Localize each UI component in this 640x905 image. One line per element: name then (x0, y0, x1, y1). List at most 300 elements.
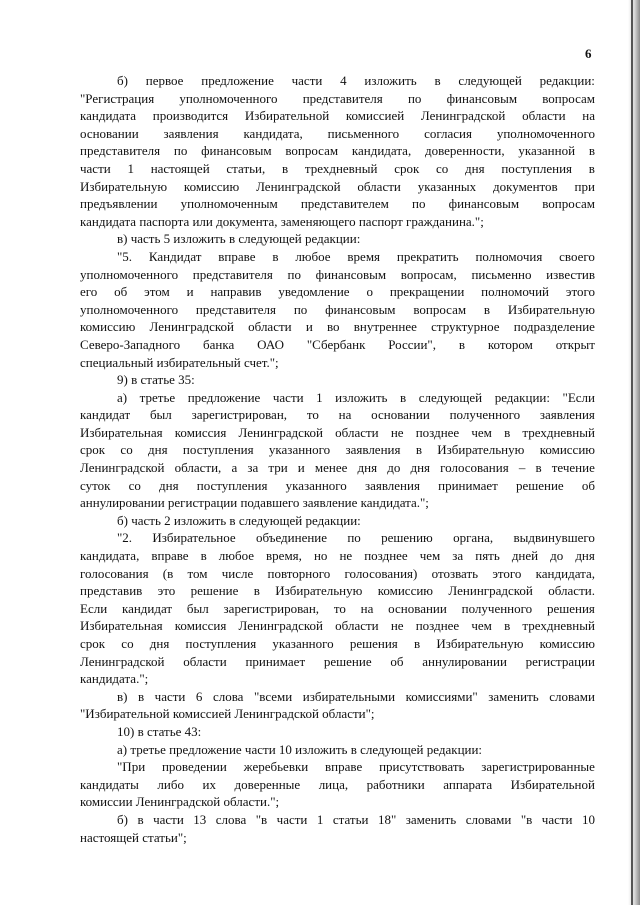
word: по (347, 530, 361, 546)
word: дня (357, 460, 378, 476)
word: по (287, 266, 301, 282)
text-line (80, 72, 595, 90)
word: а) (117, 389, 128, 405)
word: слова (212, 688, 244, 704)
word: Избирательное (152, 530, 236, 546)
word: дня (465, 160, 485, 176)
scan-edge-line (631, 0, 633, 905)
word: вопросам (413, 301, 467, 317)
word: комиссию (80, 319, 136, 335)
word: Если (80, 600, 108, 616)
word: кандидата (80, 108, 137, 124)
word: уполномоченного (496, 125, 595, 141)
word: аннулировании (422, 653, 507, 669)
word: по (173, 143, 188, 159)
word: объединение (255, 530, 328, 546)
text-line (80, 653, 595, 671)
word: Северо-Западного (80, 336, 181, 352)
word: кандидаты (80, 776, 139, 792)
text-line (80, 125, 595, 143)
word: 1 (316, 389, 323, 405)
word: об (114, 284, 128, 300)
word: и (305, 319, 313, 335)
word: в (415, 442, 422, 458)
word: области (248, 319, 292, 335)
text-line (80, 547, 595, 565)
text-line (80, 107, 595, 125)
word: со (128, 477, 141, 493)
word: поступления (501, 160, 573, 176)
word: "Если (562, 389, 595, 405)
word: Избирательную (507, 301, 595, 317)
word: по (407, 90, 422, 106)
word: их (202, 776, 216, 792)
word: слова (215, 811, 247, 827)
word: повторного (267, 565, 331, 581)
text-line: "Избирательной комиссией Ленинградской области"; (80, 706, 375, 722)
word: изложить (335, 389, 388, 405)
word: за (452, 548, 464, 564)
text-line (80, 441, 595, 459)
word: в (504, 424, 511, 440)
word: органа, (453, 530, 494, 546)
word: редакции: (494, 389, 550, 405)
word: указанных (417, 178, 477, 194)
word: направив (210, 284, 262, 300)
word: то (333, 600, 346, 616)
word: указанного (272, 636, 334, 651)
text-line: аннулировании регистрации подавшего заявление кандидата."; (80, 495, 429, 511)
page-number: 6 (585, 46, 592, 61)
word: представив (80, 583, 143, 599)
word: менее (314, 460, 348, 476)
word: указанного (268, 442, 331, 458)
word: заменить (488, 688, 539, 704)
word: банка (203, 336, 235, 352)
word: заявления (163, 125, 219, 141)
word: финансовым (201, 143, 272, 159)
word: первое (145, 73, 184, 88)
word: во (326, 319, 340, 335)
word: по (412, 196, 426, 212)
word: структурное (431, 319, 500, 335)
word: дней (511, 548, 539, 564)
word: б) (117, 73, 128, 88)
word: позднее (415, 424, 460, 440)
word: полномочия (475, 248, 543, 264)
word: суток (80, 477, 111, 493)
word: и (186, 284, 194, 300)
word: по (293, 301, 308, 317)
word: на (360, 600, 374, 616)
word: кандидат (121, 600, 173, 616)
word: со (121, 636, 134, 651)
word: "5. (117, 248, 133, 264)
word: решение (515, 477, 564, 493)
text-line (80, 389, 595, 407)
word: полученного (449, 407, 521, 423)
word: письменного (327, 125, 400, 141)
word: был (149, 407, 172, 423)
text-line (80, 635, 595, 653)
word: основании (371, 407, 430, 423)
word: и (297, 460, 305, 476)
word: на (582, 108, 595, 124)
word: поступления (196, 477, 268, 493)
word: этого (565, 284, 595, 300)
word: своего (559, 248, 595, 264)
word: чем (419, 548, 441, 564)
word: уведомление (278, 284, 350, 300)
word: ОАО (257, 336, 285, 352)
word: этом (144, 284, 170, 300)
word: вопросам (542, 196, 595, 212)
word: вопросам (285, 143, 339, 159)
word: части (80, 160, 111, 176)
word: настоящей (150, 160, 210, 176)
word: срок (80, 442, 106, 458)
text-line: настоящей статьи"; (80, 829, 187, 845)
word: Ленинградской (238, 618, 323, 634)
word: заявления (364, 477, 420, 493)
word: Ленинградской (238, 424, 323, 440)
word: отозвать (431, 565, 479, 581)
text-line (80, 266, 595, 284)
word: комиссией (345, 108, 405, 124)
word: о (366, 284, 373, 300)
word: внутреннее (353, 319, 417, 335)
word: это (157, 583, 176, 599)
text-line (80, 406, 595, 424)
word: голосования (440, 460, 509, 476)
word: комиссию (539, 636, 595, 651)
word: об (581, 477, 595, 493)
word: финансовым (315, 266, 387, 282)
word: до (550, 548, 564, 564)
word: этого (492, 565, 522, 581)
word: (в (162, 565, 174, 581)
word: области (357, 178, 401, 194)
word: в (272, 248, 279, 264)
text-line (80, 565, 595, 583)
word: в (414, 636, 421, 651)
word: кандидата, (80, 548, 140, 564)
word: вопросам, (400, 266, 457, 282)
word: части (154, 688, 186, 704)
word: голосования) (344, 565, 418, 581)
word: срок (394, 160, 420, 176)
word: письменно (471, 266, 532, 282)
word: работники (366, 776, 425, 792)
text-line: кандидата."; (80, 671, 149, 687)
word: а (231, 460, 238, 476)
word: уполномоченного (80, 266, 179, 282)
word: дня (575, 548, 595, 564)
word: статьи, (226, 160, 266, 176)
word: комиссия (174, 424, 227, 440)
text-line (80, 90, 595, 108)
word: "в (255, 811, 268, 827)
word: прекратить (396, 248, 459, 264)
word: лица, (318, 776, 349, 792)
word: дня (149, 636, 170, 651)
word: полномочий (481, 284, 549, 300)
word: "всеми (253, 688, 293, 704)
word: в (483, 301, 491, 317)
word: был (186, 600, 209, 616)
word: со (436, 160, 449, 176)
word: в (588, 143, 595, 159)
word: трехдневный (522, 424, 595, 440)
word: со (120, 442, 133, 458)
word: срок (80, 636, 106, 651)
word: "2. (117, 530, 133, 546)
word: зарегистрирован, (191, 407, 288, 423)
word: статьи (332, 811, 369, 827)
word: полученного (461, 600, 533, 616)
word: части (291, 73, 323, 88)
word: голосования (80, 565, 149, 581)
word: не (339, 548, 353, 564)
word: области, (174, 460, 222, 476)
word: в (504, 618, 511, 634)
text-line (80, 178, 595, 196)
word: документов (493, 178, 558, 194)
word: три (268, 460, 288, 476)
word: подразделение (513, 319, 595, 335)
word: решения (349, 636, 398, 651)
word: финансовым (446, 90, 518, 106)
text-line: комиссии Ленинградской области."; (80, 794, 280, 810)
word: кандидата, (243, 125, 303, 141)
word: вправе (151, 548, 189, 564)
word: в (253, 583, 260, 599)
text-line: 9) в статье 35: (117, 372, 195, 388)
word: об (390, 653, 404, 669)
word: решение (323, 653, 372, 669)
word: заявления (539, 407, 595, 423)
word: основании (388, 600, 447, 616)
word: части (541, 811, 573, 827)
word: комиссию (539, 442, 595, 458)
word: поступления (185, 636, 257, 651)
text-line: специальный избирательный счет."; (80, 354, 279, 370)
word: то (306, 407, 319, 423)
word: области. (548, 583, 595, 599)
text-line (80, 459, 595, 477)
text-line: 10) в статье 43: (117, 723, 202, 739)
word: в (138, 688, 145, 704)
document-body (80, 72, 595, 846)
word: позднее (364, 548, 408, 564)
word: открыт (555, 336, 595, 352)
word: решения (546, 600, 595, 616)
text-line: в) часть 5 изложить в следующей редакции: (117, 231, 361, 247)
word: уполномоченного (80, 301, 179, 317)
word: финансовым (325, 301, 396, 317)
word: присутствовать (379, 759, 465, 775)
word: уполномоченного (179, 90, 278, 106)
word: согласия (424, 125, 472, 141)
word: 1 (316, 811, 324, 827)
word: аппарата (443, 776, 493, 792)
text-line (80, 318, 595, 336)
word: Избирательную (436, 636, 524, 651)
text-line (80, 811, 595, 829)
word: вопросам (542, 90, 595, 106)
word: кандидата, (351, 143, 412, 159)
word: прекращении (389, 284, 465, 300)
word: 13 (193, 811, 207, 827)
word: либо (157, 776, 184, 792)
word: Избирательная (80, 424, 163, 440)
text-line (80, 142, 595, 160)
word: 4 (340, 73, 347, 88)
word: предложение (201, 73, 274, 88)
word: уполномоченным (180, 196, 278, 212)
word: 6 (195, 688, 203, 704)
word: в (200, 548, 207, 564)
word: области (522, 108, 566, 124)
word: регистрации (525, 653, 595, 669)
word: третье (139, 389, 176, 405)
word: в (535, 460, 542, 476)
word: его (80, 284, 98, 300)
word: за (247, 460, 259, 476)
text-line (80, 477, 595, 495)
word: представителя (80, 143, 161, 159)
word: производится (152, 108, 229, 124)
word: области (335, 424, 379, 440)
word: известив (546, 266, 595, 282)
word: области (335, 618, 379, 634)
word: области (183, 653, 227, 669)
text-line (80, 600, 595, 618)
word: Ленинградской (256, 178, 341, 194)
word: трехдневный (304, 160, 378, 176)
word: пять (475, 548, 500, 564)
word: Ленинградской (80, 460, 165, 476)
word: доверенные (234, 776, 301, 792)
word: изложить (364, 73, 417, 88)
word: 10 (582, 811, 595, 827)
word: комиссиями" (405, 688, 478, 704)
word: предъявлении (80, 196, 158, 212)
word: вправе (218, 248, 256, 264)
word: комиссию (377, 583, 434, 599)
text-line (80, 758, 595, 776)
word: словами (549, 688, 595, 704)
word: заменить (405, 811, 457, 827)
text-line: а) третье предложение части 10 изложить в следующей редакции: (117, 741, 483, 757)
word: позднее (415, 618, 460, 634)
word: части (272, 389, 304, 405)
word: время, (266, 548, 302, 564)
word: любое (295, 248, 331, 264)
word: жеребьевки (243, 759, 309, 775)
word: при (574, 178, 595, 194)
word: время (347, 248, 381, 264)
word: кандидата, (535, 565, 595, 581)
word: "Сбербанк (306, 336, 366, 352)
word: принимает (438, 477, 498, 493)
word: части (153, 811, 184, 827)
word: следующей (458, 73, 522, 88)
text-line (80, 424, 595, 442)
word: выдвинувшего (513, 530, 595, 546)
word: Ленинградской (149, 319, 234, 335)
word: дня (148, 442, 168, 458)
word: 18" (377, 811, 397, 827)
word: представителя (192, 266, 273, 282)
text-line: б) часть 2 изложить в следующей редакции: (117, 512, 361, 528)
word: б) (117, 811, 128, 827)
word: решению (381, 530, 433, 546)
word: трехдневный (522, 618, 595, 634)
word: Избирательную (437, 442, 525, 458)
word: том (187, 565, 208, 581)
word: в (137, 811, 144, 827)
word: не (390, 618, 404, 634)
word: решение (190, 583, 239, 599)
word: финансовым (448, 196, 520, 212)
word: в (458, 336, 465, 352)
word: доверенности, (424, 143, 505, 159)
word: следующей (418, 389, 483, 405)
word: указанного (285, 477, 347, 493)
word: "Регистрация (80, 90, 155, 106)
text-line (80, 688, 595, 706)
text-line (80, 301, 595, 319)
word: России", (388, 336, 436, 352)
word: чем (471, 618, 492, 634)
word: Избирательную (80, 178, 168, 194)
text-line (80, 582, 595, 600)
word: Избирательную (275, 583, 363, 599)
text-line (80, 529, 595, 547)
word: представителем (300, 196, 389, 212)
word: представителя (195, 301, 276, 317)
text-line (80, 160, 595, 178)
word: Ленинградской (80, 653, 165, 669)
word: – (518, 460, 526, 476)
word: зарегистрирован, (223, 600, 320, 616)
word: заявления (345, 442, 401, 458)
scan-edge-shadow (628, 0, 640, 905)
word: "в (520, 811, 533, 827)
word: избирательными (302, 688, 396, 704)
word: течение (551, 460, 595, 476)
text-line (80, 195, 595, 213)
word: Ленинградской (420, 108, 506, 124)
word: но (313, 548, 328, 564)
word: кандидат (80, 407, 131, 423)
word: представителя (302, 90, 383, 106)
word: проведении (161, 759, 227, 775)
word: принимает (245, 653, 306, 669)
word: вправе (325, 759, 363, 775)
word: поступления (182, 442, 254, 458)
text-line (80, 248, 595, 266)
word: в (282, 160, 289, 176)
word: предложение (187, 389, 261, 405)
word: Избирательной (244, 108, 330, 124)
word: до (387, 460, 401, 476)
word: комиссия (174, 618, 227, 634)
word: на (338, 407, 352, 423)
word: редакции: (539, 73, 595, 88)
text-line (80, 617, 595, 635)
